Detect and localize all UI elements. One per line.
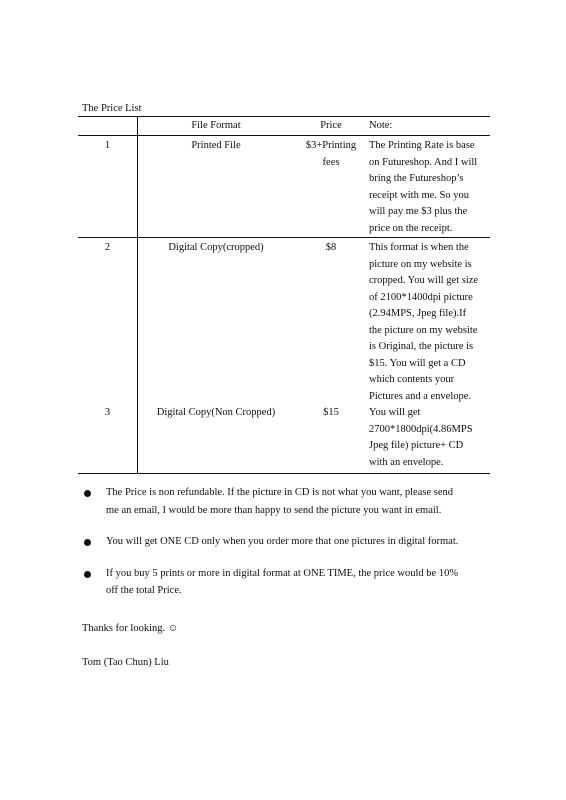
- table-row: [78, 238, 490, 406]
- note-line: The Printing Rate is base: [369, 140, 475, 151]
- row-number: 1: [78, 136, 138, 238]
- row-file-format: Printed File: [138, 136, 295, 238]
- note-line: 2700*1800dpi(4.86MPS: [369, 423, 473, 435]
- price-table: [78, 116, 490, 474]
- list-item: [82, 565, 502, 600]
- header-price: Price: [294, 117, 368, 136]
- header-file-format: File Format: [138, 117, 295, 136]
- table-header-row: [78, 117, 490, 136]
- header-note: Note:: [368, 117, 490, 136]
- note-line: This format is when the: [369, 242, 469, 253]
- price-line: fees: [322, 156, 340, 168]
- price-line: $3+Printing: [305, 140, 357, 151]
- note-line: picture on my website is: [369, 258, 472, 270]
- signature: Tom (Tao Chun) Liu: [82, 657, 169, 668]
- row-price: [294, 136, 368, 238]
- note-line: which contents your: [369, 374, 455, 385]
- note-line: bring the Futureshop’s: [369, 173, 464, 184]
- list-item-line: off the total Price.: [106, 585, 182, 596]
- row-note: [368, 238, 490, 406]
- note-line: price on the receipt.: [369, 222, 453, 234]
- note-line: You will get: [369, 407, 421, 418]
- note-line: Jpeg file) picture+ CD: [369, 440, 464, 451]
- note-line: is Original, the picture is: [369, 341, 474, 352]
- table-row: [78, 405, 490, 474]
- bullet-icon: [84, 539, 91, 546]
- note-line: $15. You will get a CD: [369, 357, 466, 369]
- thanks-line: Thanks for looking. ☺: [82, 623, 179, 634]
- price-line: $8: [325, 242, 337, 253]
- note-line: Pictures and a envelope.: [369, 390, 472, 402]
- list-item-line: You will get ONE CD only when you order more that one pictures in digital format.: [106, 536, 459, 547]
- row-price: [294, 405, 368, 474]
- list-item-line: me an email, I would be more than happy to send the picture you want in email.: [106, 504, 442, 516]
- row-file-format: Digital Copy(cropped): [168, 242, 264, 253]
- list-item: [82, 484, 502, 519]
- note-line: with an envelope.: [369, 456, 444, 468]
- note-line: the picture on my website: [369, 324, 478, 336]
- page-title: The Price List: [82, 103, 142, 114]
- note-line: of 2100*1400dpi picture: [369, 291, 473, 303]
- row-note: [368, 405, 490, 474]
- row-note: [368, 136, 490, 238]
- bullet-icon: [84, 490, 91, 497]
- header-number: [78, 117, 138, 136]
- terms-list: [82, 484, 502, 614]
- note-line: receipt with me. So you: [369, 189, 470, 201]
- table-row: [78, 136, 490, 238]
- row-file-format: Digital Copy(Non Cropped): [138, 405, 295, 474]
- bullet-icon: [84, 571, 91, 578]
- row-price: [294, 238, 368, 406]
- price-line: $15: [323, 407, 339, 418]
- list-item-line: The Price is non refundable. If the picture in CD is not what you want, please send: [106, 487, 453, 498]
- note-line: cropped. You will get size: [369, 275, 479, 286]
- row-number: 2: [78, 238, 138, 406]
- list-item-line: If you buy 5 prints or more in digital format at ONE TIME, the price would be 10%: [106, 567, 459, 579]
- note-line: (2.94MPS, Jpeg file).If: [369, 308, 467, 319]
- note-line: will pay me $3 plus the: [369, 206, 468, 217]
- note-line: on Futureshop. And I will: [369, 156, 478, 168]
- row-number: 3: [78, 405, 138, 474]
- list-item: [82, 533, 502, 551]
